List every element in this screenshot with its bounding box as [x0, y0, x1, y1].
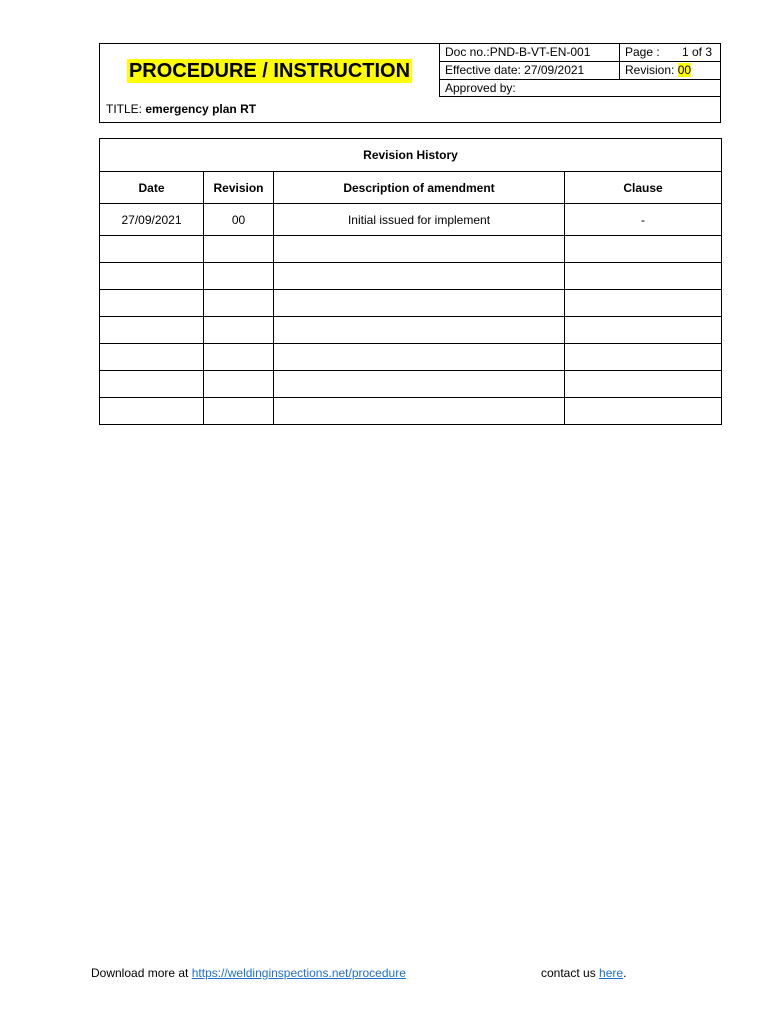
title-label: TITLE: — [106, 102, 143, 116]
empty-cell — [274, 290, 565, 317]
document-type-title: PROCEDURE / INSTRUCTION — [128, 59, 411, 82]
empty-cell — [565, 371, 722, 398]
contact-suffix: . — [623, 966, 627, 980]
revision-value: 00 — [677, 63, 692, 77]
approved-by: Approved by: — [440, 80, 720, 97]
empty-cell — [274, 371, 565, 398]
empty-cell — [204, 398, 274, 425]
cell-date: 27/09/2021 — [100, 204, 204, 236]
effective-date: Effective date: 27/09/2021 — [440, 62, 620, 80]
contact-link[interactable]: here — [599, 966, 624, 980]
document-title-line — [100, 97, 720, 122]
empty-cell — [204, 263, 274, 290]
header-title-cell — [100, 44, 440, 97]
empty-cell — [274, 344, 565, 371]
column-header-date: Date — [100, 172, 204, 204]
column-header-clause: Clause — [565, 172, 722, 204]
cell-clause: - — [565, 204, 722, 236]
empty-cell — [204, 317, 274, 344]
revision-history-table — [99, 138, 722, 425]
empty-cell — [204, 290, 274, 317]
empty-cell — [100, 371, 204, 398]
empty-cell — [274, 317, 565, 344]
empty-cell — [204, 344, 274, 371]
empty-table-row — [100, 398, 722, 425]
empty-cell — [204, 236, 274, 263]
contact-group — [541, 965, 626, 981]
empty-table-row — [100, 344, 722, 371]
empty-cell — [565, 236, 722, 263]
revision-label: Revision: — [625, 63, 675, 77]
empty-cell — [100, 344, 204, 371]
empty-cell — [274, 398, 565, 425]
page-label: Page : — [625, 45, 660, 59]
cell-revision: 00 — [204, 204, 274, 236]
empty-cell — [100, 290, 204, 317]
column-header-description: Description of amendment — [274, 172, 565, 204]
empty-cell — [204, 371, 274, 398]
empty-cell — [565, 317, 722, 344]
page-cell — [620, 44, 720, 62]
empty-cell — [565, 344, 722, 371]
cell-description: Initial issued for implement — [274, 204, 565, 236]
empty-cell — [100, 236, 204, 263]
empty-cell — [274, 236, 565, 263]
page-number: 1 of 3 — [681, 45, 712, 59]
download-text: Download more at — [91, 966, 189, 980]
empty-table-row — [100, 317, 722, 344]
empty-cell — [100, 398, 204, 425]
empty-table-row — [100, 236, 722, 263]
empty-table-row — [100, 263, 722, 290]
column-header-revision: Revision — [204, 172, 274, 204]
empty-cell — [100, 317, 204, 344]
revision-cell — [620, 62, 720, 80]
empty-cell — [274, 263, 565, 290]
empty-cell — [565, 398, 722, 425]
contact-text: contact us — [541, 966, 596, 980]
empty-cell — [565, 290, 722, 317]
title-value: emergency plan RT — [145, 102, 257, 116]
empty-cell — [100, 263, 204, 290]
page-footer — [91, 965, 711, 981]
document-header — [99, 43, 721, 123]
table-row — [100, 204, 722, 236]
doc-number: Doc no.:PND-B-VT-EN-001 — [440, 44, 620, 62]
empty-table-row — [100, 371, 722, 398]
revision-history-caption: Revision History — [100, 139, 722, 172]
download-link[interactable]: https://weldinginspections.net/procedure — [191, 966, 406, 980]
empty-cell — [565, 263, 722, 290]
empty-table-row — [100, 290, 722, 317]
